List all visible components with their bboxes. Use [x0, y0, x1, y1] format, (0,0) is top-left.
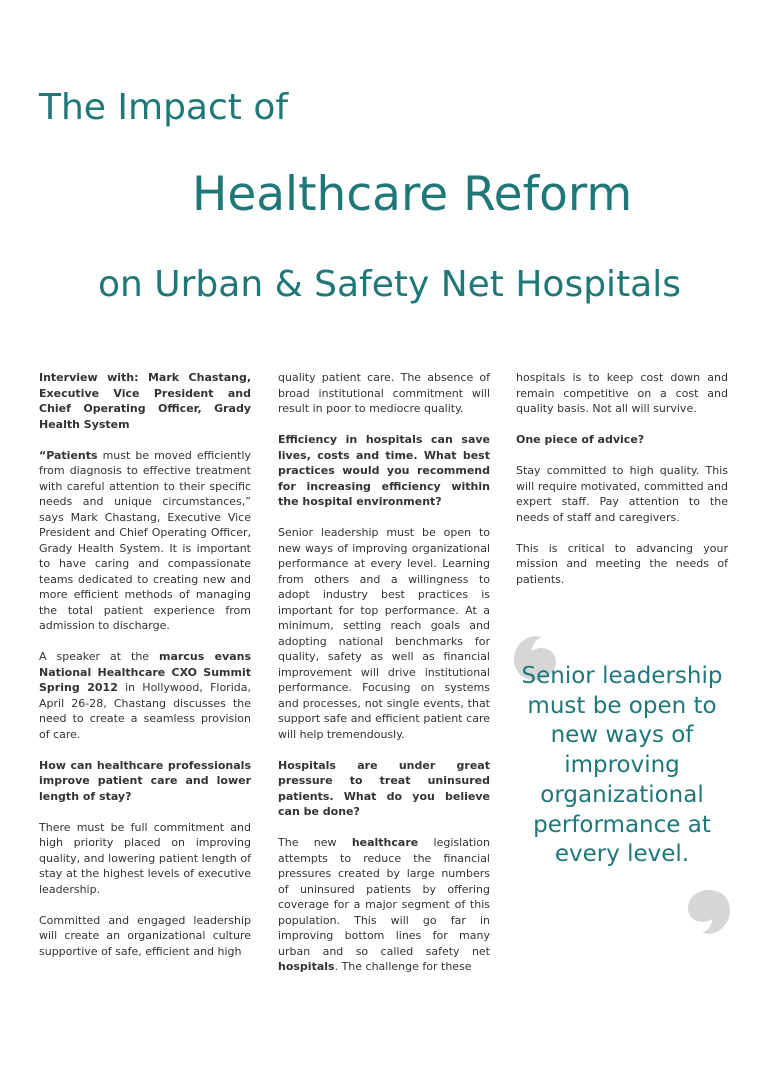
paragraph-speaker	[39, 649, 251, 742]
paragraph-text: . The challenge for these	[334, 960, 472, 973]
title-line-1: The Impact of	[39, 87, 289, 128]
paragraph-text: legislation attempts to reduce the financial pressures created by large numbers of uninsured patients by offering coverage for a major segment of this population. This will go far in improving bottom lines for many urban and so called safety net	[278, 836, 490, 958]
keyword-hospitals: hospitals	[278, 960, 335, 973]
paragraph-text: in Hollywood, Florida, April 26-28, Chastang discusses the need to create a seamless provision of care.	[39, 681, 251, 741]
paragraph-continued: hospitals is to keep cost down and remain competitive on a cost and quality basis. Not all will survive.	[516, 371, 728, 415]
event-name: marcus evans National Healthcare CXO Summit Spring 2012	[39, 650, 251, 694]
lead-word: “Patients	[39, 448, 98, 462]
paragraph-continued: quality patient care. The absence of broad institutional commitment will result in poor to mediocre quality.	[278, 371, 490, 415]
answer-1: There must be full commitment and high priority placed on improving quality, and lowering patient length of stay at the highest levels of executive leadership.	[39, 820, 251, 896]
column-1	[39, 370, 251, 975]
answer-1-continued: Committed and engaged leadership will create an organizational culture supportive of safe, efficient and high	[39, 913, 251, 958]
paragraph-text: A speaker at the	[39, 650, 160, 663]
interview-intro: Interview with: Mark Chastang, Executive Vice President and Chief Operating Officer, Grady Health System	[39, 371, 251, 431]
question-3: Hospitals are under great pressure to treat uninsured patients. What do you believe can be done?	[278, 758, 490, 818]
answer-2: Senior leadership must be open to new ways of improving organizational performance at every level. Learning from others and a willingness to adopt industry best practices is important for top performance. At a minimum, setting reach goals and adopting national benchmarks for quality, safety as well as financial improvement will drive institutional performance. Focusing on systems and processes, not single events, that support safe and efficient patient care will help tremendously.	[278, 526, 490, 741]
column-2	[278, 370, 490, 990]
paragraph-text: The new	[278, 836, 352, 849]
answer-4-continued: This is critical to advancing your mission and meeting the needs of patients.	[516, 541, 728, 586]
title-line-2: Healthcare Reform	[192, 167, 633, 222]
question-4: One piece of advice?	[516, 433, 645, 446]
title-line-3: on Urban & Safety Net Hospitals	[98, 264, 681, 305]
paragraph-patients	[39, 448, 251, 634]
keyword-healthcare: healthcare	[351, 836, 419, 849]
column-3	[516, 370, 728, 603]
paragraph-text: must be moved efficiently from diagnosis to effective treatment with careful attention to their specific needs and unique circumstances,” says Mark Chastang, Executive Vice President and Chief Operating Officer, Grady Health System. It is important to have caring and compassionate teams dedicated to creating new and more efficient methods of managing the total patient experience from admission to discharge.	[39, 448, 251, 632]
pullquote-text: Senior leadership must be open to new ways of improving organizational performance at every level.	[521, 663, 723, 868]
question-1: How can healthcare professionals improve patient care and lower length of stay?	[39, 758, 251, 803]
answer-3	[278, 835, 490, 975]
close-quote-icon	[682, 886, 732, 936]
answer-4: Stay committed to high quality. This will require motivated, committed and expert staff. Pay attention to the needs of staff and caregivers.	[516, 464, 728, 524]
question-2: Efficiency in hospitals can save lives, costs and time. What best practices would you recommend for increasing efficiency within the hospital environment?	[278, 433, 490, 508]
